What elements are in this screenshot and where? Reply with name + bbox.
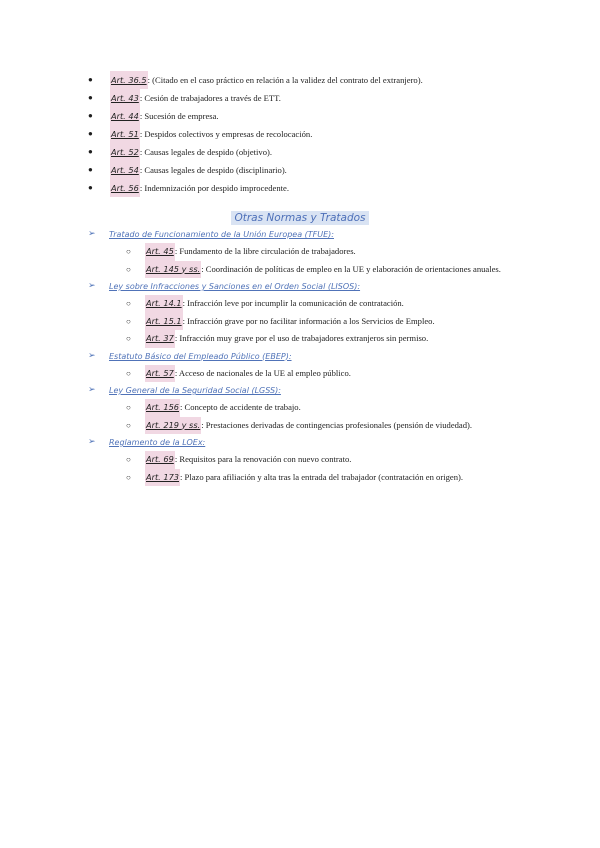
article-ref: Art. 52 (110, 143, 140, 161)
article-desc: : Cesión de trabajadores a través de ETT. (139, 93, 281, 103)
article-desc: : Plazo para afiliación y alta tras la entrada del trabajador (contratación en origen). (180, 471, 463, 482)
section-title-ebep (88, 348, 501, 365)
list-item (88, 261, 501, 279)
section-heading (0, 208, 600, 226)
article-ref: Art. 44 (110, 107, 140, 125)
bullet-icon: ● (88, 183, 93, 192)
list-item (88, 89, 423, 107)
article-desc: : Fundamento de la libre circulación de trabajadores. (174, 246, 356, 256)
section-title-loex (88, 434, 501, 451)
bullet-icon: ● (88, 75, 93, 84)
circle-bullet-icon: ○ (126, 403, 131, 412)
section-title-text: Estatuto Básico del Empleado Público (EBEP): (109, 351, 292, 361)
article-desc: : Sucesión de empresa. (139, 111, 219, 121)
article-list (88, 71, 423, 197)
circle-bullet-icon: ○ (126, 455, 131, 464)
circle-bullet-icon: ○ (126, 299, 131, 308)
article-ref: Art. 15.1 (145, 313, 183, 331)
bullet-icon: ● (88, 147, 93, 156)
article-desc: : (Citado en el caso práctico en relación a la validez del contrato del extranjero). (147, 75, 423, 85)
article-desc: : Infracción grave por no facilitar información a los Servicios de Empleo. (182, 315, 435, 326)
circle-bullet-icon: ○ (126, 334, 131, 343)
section-title-text: Reglamento de la LOEx: (109, 438, 206, 447)
article-desc: : Requisitos para la renovación con nuevo contrato. (174, 454, 352, 464)
arrow-bullet-icon: ➢ (88, 385, 96, 395)
section-title-text: Tratado de Funcionamiento de la Unión Europea (TFUE): (109, 230, 334, 239)
arrow-bullet-icon: ➢ (88, 350, 96, 361)
article-desc: : Causas legales de despido (objetivo). (139, 147, 273, 157)
article-ref: Art. 57 (145, 365, 175, 383)
article-ref: Art. 43 (110, 89, 140, 107)
list-item (88, 125, 423, 143)
list-item (88, 161, 423, 179)
circle-bullet-icon: ○ (126, 264, 131, 274)
article-desc: : Concepto de accidente de trabajo. (180, 402, 301, 412)
circle-bullet-icon: ○ (126, 368, 131, 378)
article-desc: : Causas legales de despido (disciplinario). (139, 165, 287, 175)
list-item (88, 469, 501, 487)
article-ref: Art. 54 (110, 161, 140, 179)
circle-bullet-icon: ○ (126, 420, 131, 430)
circle-bullet-icon: ○ (126, 247, 131, 256)
article-ref: Art. 173 (145, 469, 180, 487)
list-item (88, 330, 501, 348)
article-ref: Art. 145 y ss. (145, 261, 201, 279)
list-item (88, 143, 423, 161)
section-title-lisos (88, 278, 501, 295)
section-title-text: Ley General de la Seguridad Social (LGSS): (109, 386, 281, 395)
bullet-icon: ● (88, 129, 93, 138)
article-desc: : Prestaciones derivadas de contingencias profesionales (pensión de viudedad). (201, 419, 473, 430)
article-ref: Art. 69 (145, 451, 175, 469)
article-ref: Art. 37 (145, 330, 175, 348)
article-desc: : Acceso de nacionales de la UE al empleo público. (174, 367, 351, 378)
list-item (88, 179, 423, 197)
list-item (88, 313, 501, 331)
circle-bullet-icon: ○ (126, 472, 131, 482)
article-ref: Art. 56 (110, 179, 140, 197)
bullet-icon: ● (88, 165, 93, 174)
article-desc: : Coordinación de políticas de empleo en la UE y elaboración de orientaciones anuales. (201, 263, 501, 274)
article-ref: Art. 219 y ss. (145, 417, 201, 435)
article-desc: : Indemnización por despido improcedente. (139, 183, 289, 193)
arrow-bullet-icon: ➢ (88, 437, 96, 447)
section-title-lgss (88, 382, 501, 399)
section-title-tfue (88, 226, 501, 243)
bullet-icon: ● (88, 111, 93, 120)
article-ref: Art. 14.1 (145, 295, 183, 313)
article-desc: : Despidos colectivos y empresas de recolocación. (139, 129, 313, 139)
bullet-icon: ● (88, 93, 93, 102)
list-item (88, 417, 501, 435)
norms-sections (88, 226, 501, 486)
list-item (88, 295, 501, 313)
list-item (88, 365, 501, 383)
list-item (88, 451, 501, 469)
list-item (88, 399, 501, 417)
heading-text: Otras Normas y Tratados (231, 211, 368, 225)
list-item (88, 71, 423, 89)
article-ref: Art. 51 (110, 125, 140, 143)
arrow-bullet-icon: ➢ (88, 229, 96, 239)
circle-bullet-icon: ○ (126, 316, 131, 326)
article-desc: : Infracción leve por incumplir la comunicación de contratación. (182, 298, 404, 308)
section-title-text: Ley sobre Infracciones y Sanciones en el Orden Social (LISOS): (109, 282, 361, 291)
article-ref: Art. 156 (145, 399, 180, 417)
list-item (88, 107, 423, 125)
article-ref: Art. 45 (145, 243, 175, 261)
article-desc: : Infracción muy grave por el uso de trabajadores extranjeros sin permiso. (174, 333, 429, 343)
arrow-bullet-icon: ➢ (88, 281, 96, 291)
article-ref: Art. 36.5 (110, 71, 148, 89)
list-item (88, 243, 501, 261)
